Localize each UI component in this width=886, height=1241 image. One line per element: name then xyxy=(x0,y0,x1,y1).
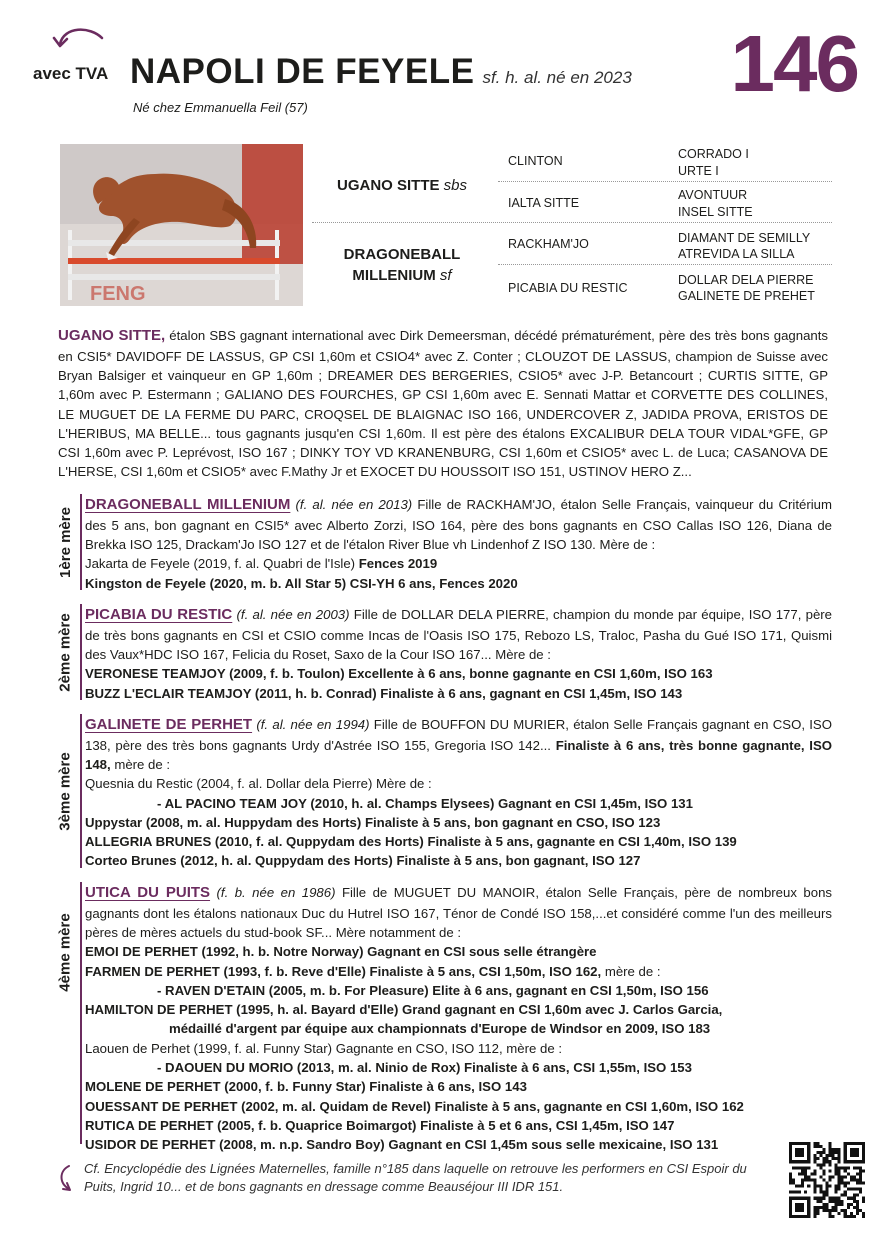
grandparent: IALTA SITTE xyxy=(508,196,580,210)
dam-info: (f. b. née en 1986) xyxy=(216,885,336,900)
curved-arrow-icon xyxy=(50,24,110,68)
great-grandparent: URTE I xyxy=(678,164,719,178)
offspring-line: Corteo Brunes (2012, h. al. Quppydam des Horts) Finaliste à 5 ans, bon gagnant, ISO 127 xyxy=(85,853,641,869)
dam-label: 2ème mère xyxy=(56,612,74,692)
sire-description xyxy=(58,325,828,482)
sire-heading: UGANO SITTE, xyxy=(58,327,166,344)
dam-description: Fille de MUGUET DU MANOIR, étalon Selle Français, père de nombreux bons gagnants dont les étalons nationaux Duc du Hutrel ISO 167, Ténor de Condé ISO 158,...et considéré comme l'un des meilleurs pères de mères actuels du stud-book SF... Mère notamment de : xyxy=(85,885,833,941)
sire-text: étalon SBS gagnant international avec Dirk Demeersman, décédé prématurément, père des très bons gagnants en CSI5* DAVIDOFF DE LASSUS, GP CSI 1,60m et CSIO4* avec Z. Conter ; CLOUZOT DE LASSUS, champion de Suisse avec Bryan Balsiger et vainqueur en GP 1,60m ; DREAMER DES BERGERIES, CSIO5* avec J-P. Betancourt ; CURTIS SITTE, GP 1,60m avec P. Estermann ; GALIANO DES FOURCHES, GP CSI 1,60m avec E. Sennati Mattar et CORVETTE DES COLLINES, LE MUGUET DE LA FERME DU PARC, CROQSEL DE BLAIGNAC ISO 166, UNDERCOVER Z, JADIDA PROVA, ERISTOS DE L'HERIBUS, MA BELLE... tous gagnants jusqu'en CSI 1,60m. Il est père des étalons EXCALIBUR DELA TOUR VIDAL*GFE, GP CSI 1,60m avec P. Leprévost, ISO 167 ; DINKY TOY VD KRANENBURG, CSI 1,60m et CSIO5* avec L. de Luca; CASANOVA DE L'HERSE, CSI 1,60m et CSIO5* avec F.Mathy Jr et EXOCET DU HOUSSOIT ISO 151, USTINOV HERO Z... xyxy=(58,328,828,480)
grandparent: PICABIA DU RESTIC xyxy=(508,281,628,295)
offspring-line: BUZZ L'ECLAIR TEAMJOY (2011, h. b. Conrad) Finaliste à 6 ans, gagnant en CSI 1,45m, ISO 143 xyxy=(85,685,683,701)
dam-name: GALINETE DE PERHET xyxy=(85,716,253,733)
dam-text: GALINETE DE PERHET (f. al. née en 1994) Fille de BOUFFON DU MURIER, étalon Selle Français gagnant en CSO, ISO 138, père des très bons gagnants Urdy d'Astrée ISO 155, Gregoria ISO 142... Finaliste à 6 ans, très bonne gagnante, ISO 148, mère de : Quesnia du Restic (2004, f. al. Dollar dela Pierre) Mère de : - AL PACINO TEAM JOY (2010, h. al. Champs Elysees) Gagnant en CSI 1,45m, ISO 131 Uppystar (2008, m. al. Huppydam des Horts) Finaliste à 5 ans, bon gagnant en CSO, ISO 123 ALLEGRIA BRUNES (2010, f. al. Quppydam des Horts) Finaliste à 5 ans, gagnante en CSI 1,40m, ISO 139 Corteo Brunes (2012, h. al. Quppydam des Horts) Finaliste à 5 ans, bon gagnant, ISO 127 xyxy=(80,714,832,868)
dam-label: 4ème mère xyxy=(56,912,74,992)
dam-description: Fille de BOUFFON DU MURIER, étalon Selle Français gagnant en CSO, ISO 138, père des très bons gagnants Urdy d'Astrée ISO 155, Gregoria ISO 142... xyxy=(85,717,832,753)
qr-code[interactable] xyxy=(789,1142,865,1218)
fourth-dam-section xyxy=(52,882,833,1153)
pedigree-divider xyxy=(498,264,832,265)
dam-info: (f. al. née en 2003) xyxy=(236,607,350,622)
great-grandparent: ATREVIDA LA SILLA xyxy=(678,247,795,261)
dam-name: PICABIA DU RESTIC xyxy=(85,606,233,623)
title-line xyxy=(130,52,632,92)
pedigree-dam: DRAGONEBALL MILLENIUM sf xyxy=(343,246,461,284)
offspring-line: HAMILTON DE PERHET (1995, h. al. Bayard d'Elle) Grand gagnant en CSI 1,60m avec J. Carlos Garcia, xyxy=(85,1002,723,1018)
dam-name: UTICA DU PUITS xyxy=(85,884,211,901)
horse-name: NAPOLI DE FEYELE xyxy=(130,52,475,91)
offspring-line: EMOI DE PERHET (1992, h. b. Notre Norway) Gagnant en CSI sous selle étrangère xyxy=(85,944,597,960)
offspring-line: VERONESE TEAMJOY (2009, f. b. Toulon) Excellente à 6 ans, bonne gagnante en CSI 1,60m, ISO 163 xyxy=(85,666,713,682)
breeder: Né chez Emmanuella Feil (57) xyxy=(133,100,308,115)
dam-text xyxy=(80,882,833,1153)
offspring-line: Jakarta de Feyele (2019, f. al. Quabri de l'Isle) Fences 2019 xyxy=(85,556,438,572)
offspring-line: Laouen de Perhet (1999, f. al. Funny Star) Gagnante en CSO, ISO 112, mère de : xyxy=(85,1040,562,1056)
lot-number: 146 xyxy=(730,19,858,108)
offspring-line: - AL PACINO TEAM JOY (2010, h. al. Champs Elysees) Gagnant en CSI 1,45m, ISO 131 xyxy=(157,795,693,811)
offspring-line: RUTICA DE PERHET (2005, f. b. Quaprice Boimargot) Finaliste à 5 et 6 ans, CSI 1,45m, ISO 147 xyxy=(85,1117,675,1133)
offspring-line: Kingston de Feyele (2020, m. b. All Star 5) CSI-YH 6 ans, Fences 2020 xyxy=(85,575,518,591)
third-dam-section xyxy=(52,714,832,868)
offspring-line: MOLENE DE PERHET (2000, f. b. Funny Star) Finaliste à 6 ans, ISO 143 xyxy=(85,1079,527,1095)
great-grandparent: DIAMANT DE SEMILLY xyxy=(678,231,811,245)
pedigree-divider xyxy=(498,181,832,182)
offspring-line: USIDOR DE PERHET (2008, m. n.p. Sandro Boy) Gagnant en CSI 1,45m sous selle mexicaine, ISO 131 xyxy=(85,1137,719,1153)
offspring-line: Uppystar (2008, m. al. Huppydam des Horts) Finaliste à 5 ans, bon gagnant en CSO, ISO 123 xyxy=(85,814,661,830)
great-grandparent: GALINETE DE PREHET xyxy=(678,289,815,303)
offspring-line: ALLEGRIA BRUNES (2010, f. al. Quppydam des Horts) Finaliste à 5 ans, gagnante en CSI 1,40m, ISO 139 xyxy=(85,834,737,850)
dam-text xyxy=(80,604,832,700)
tva-label: avec TVA xyxy=(33,64,109,83)
horse-info: sf. h. al. né en 2023 xyxy=(482,68,632,87)
horse-photo xyxy=(60,144,303,306)
great-grandparent: AVONTUUR xyxy=(678,188,748,202)
pedigree-table xyxy=(312,140,832,308)
curved-arrow-icon xyxy=(55,1163,77,1193)
great-grandparent: DOLLAR DELA PIERRE xyxy=(678,273,814,287)
pedigree-divider-main xyxy=(312,222,832,223)
dam-text xyxy=(80,494,832,590)
dam-label: 1ère mère xyxy=(56,506,74,578)
dam-info: (f. al. née en 2013) xyxy=(295,497,413,512)
photo-banner-text: FENG xyxy=(90,283,146,305)
grandparent: RACKHAM'JO xyxy=(508,237,589,251)
dam-info: (f. al. née en 1994) xyxy=(256,717,370,732)
footer-note: Cf. Encyclopédie des Lignées Maternelles, famille n°185 dans laquelle on retrouve les performers en CSI Espoir du Puits, Ingrid 10... et de bons gagnants en dressage comme Beauséjour III IDR 151. xyxy=(84,1161,747,1195)
offspring-line: OUESSANT DE PERHET (2002, m. al. Quidam de Revel) Finaliste à 5 ans, gagnante en CSI 1,60m, ISO 162 xyxy=(85,1098,744,1114)
offspring-line: FARMEN DE PERHET (1993, f. b. Reve d'Elle) Finaliste à 5 ans, CSI 1,50m, ISO 162, mère de : xyxy=(85,963,661,979)
pedigree-sire: UGANO SITTE sbs xyxy=(336,177,468,194)
grandparent: CLINTON xyxy=(508,154,563,168)
dam-description: Fille de RACKHAM'JO, étalon Selle Français, vainqueur du Critérium des 5 ans, bon gagnant en CSI5* avec Alberto Zorzi, ISO 164, père des bons gagnants en CSO Callas ISO 126, Diana de Brekka ISO 125, Drackam'Jo ISO 127 et de l'étalon River Blue vh Lindenhof Z ISO 130. Mère de : xyxy=(85,497,832,553)
dam-label: 3ème mère xyxy=(56,751,74,831)
great-grandparent: INSEL SITTE xyxy=(678,205,753,219)
offspring-line: - RAVEN D'ETAIN (2005, m. b. For Pleasure) Elite à 6 ans, gagnant en CSI 1,50m, ISO 156 xyxy=(157,982,709,998)
offspring-line: Quesnia du Restic (2004, f. al. Dollar dela Pierre) Mère de : xyxy=(85,776,432,792)
offspring-line: - DAOUEN DU MORIO (2013, m. al. Ninio de Rox) Finaliste à 6 ans, CSI 1,55m, ISO 153 xyxy=(157,1060,692,1076)
dam-description: Fille de DOLLAR DELA PIERRE, champion du monde par équipe, ISO 177, père de très bons gagnants en CSI et CSIO comme Incas de l'Oasis ISO 175, Rebozo LS, Traloc, Pasha du Gué ISO 171, Quismi des Vaux*HDC ISO 167, Felicia du Roset, Saxo de la Cour ISO 167... Mère de : xyxy=(85,607,833,663)
dam-name: DRAGONEBALL MILLENIUM xyxy=(85,496,291,513)
second-dam-section xyxy=(52,604,832,700)
offspring-line: médaillé d'argent par équipe aux championnats d'Europe de Windsor en 2009, ISO 183 xyxy=(169,1021,711,1037)
first-dam-section xyxy=(52,494,832,590)
great-grandparent: CORRADO I xyxy=(678,147,749,161)
